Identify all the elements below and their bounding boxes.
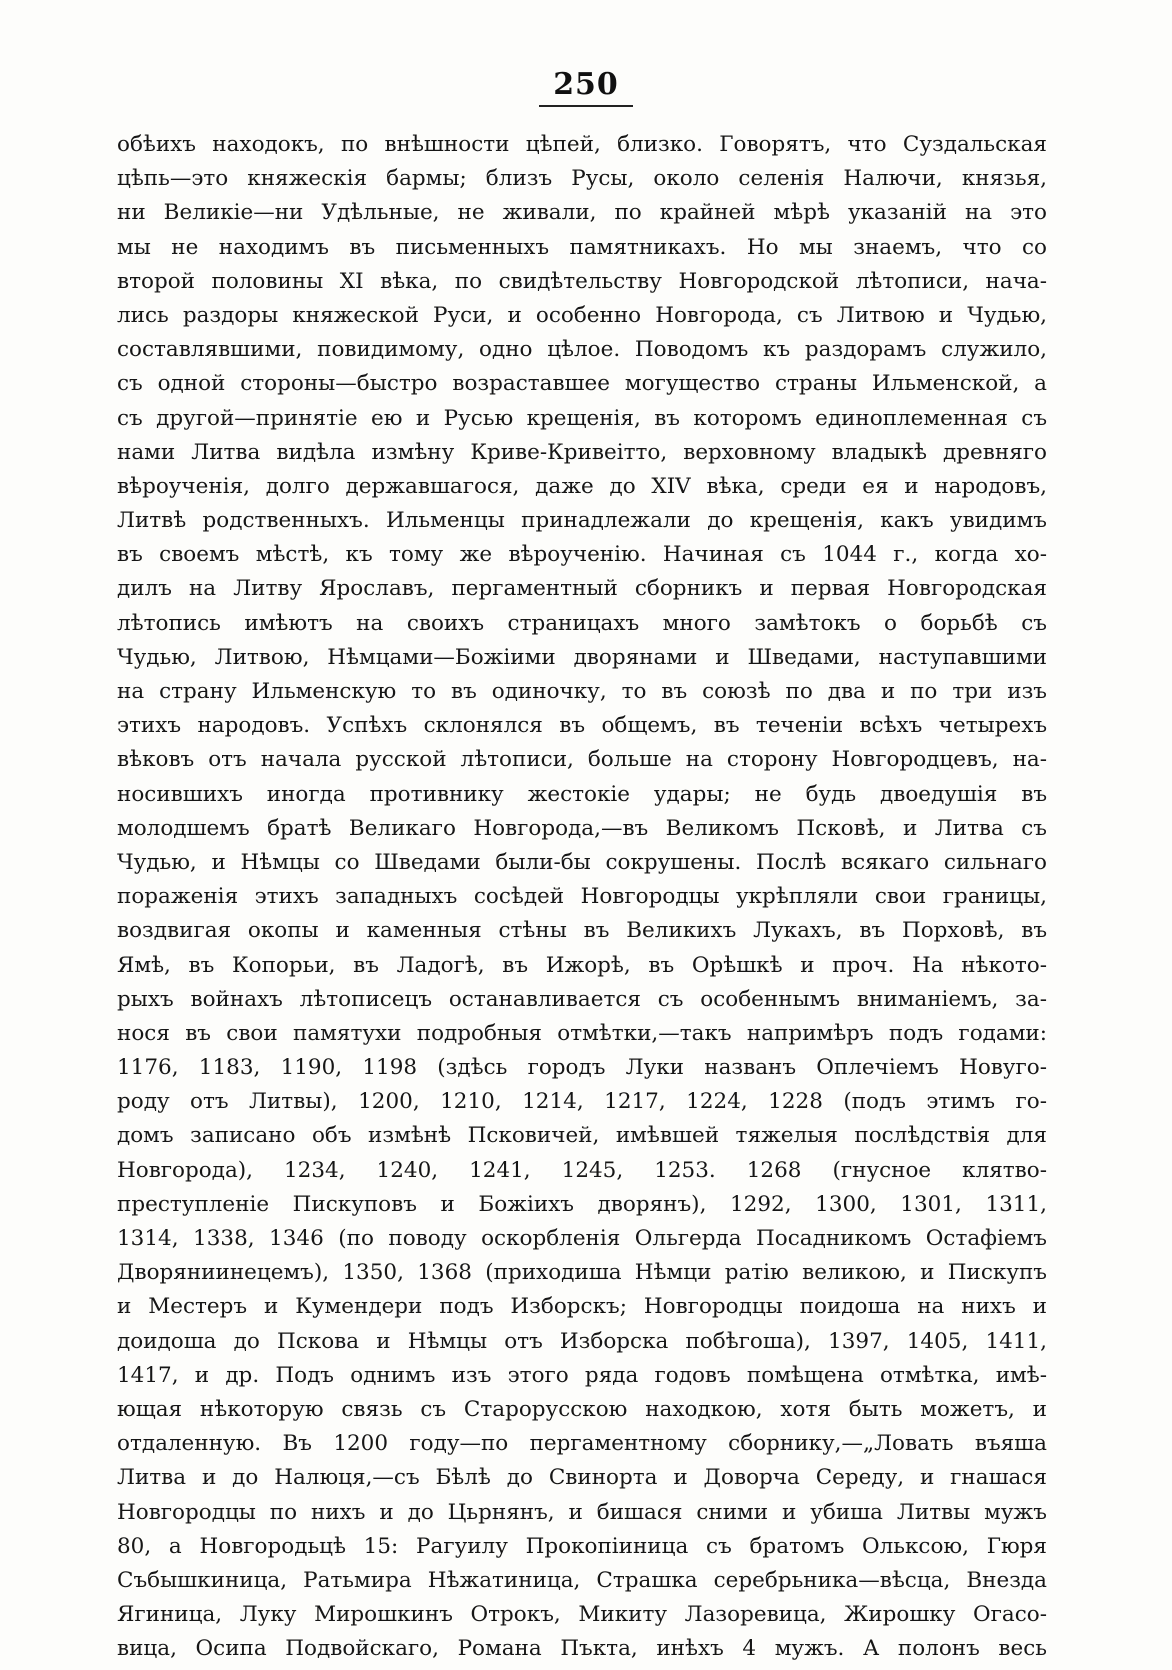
text-line: ни Великіе—ни Удѣльные, не живали, по крайней мѣрѣ указаній на это (117, 200, 1047, 226)
text-line: Новгородцы по нихъ и до Цьрнянъ, и бишася сними и убиша Литвы мужъ (117, 1499, 1047, 1525)
text-line: дилъ на Литву Ярославъ, пергаментный сборникъ и первая Новгородская (117, 576, 1047, 602)
text-line: преступленіе Пискуповъ и Божіихъ дворянъ), 1292, 1300, 1301, 1311, (117, 1191, 1047, 1217)
text-line: носившихъ иногда противнику жестокіе удары; не будь двоедушія въ (117, 781, 1047, 807)
text-line: ющая нѣкоторую связь съ Старорусскою находкою, хотя быть можетъ, и (117, 1396, 1047, 1422)
text-line: составлявшими, повидимому, одно цѣлое. Поводомъ къ раздорамъ служило, (117, 337, 1047, 363)
text-line: Събышкиница, Ратьмира Нѣжатиница, Страшка серебрьника—вѣсца, Внезда (117, 1567, 1047, 1593)
text-line: 1176, 1183, 1190, 1198 (здѣсь городъ Луки названъ Оплечіемъ Новуго- (117, 1055, 1047, 1081)
text-line: нами Литва видѣла измѣну Криве-Кривеітто, верховному владыкѣ древняго (117, 439, 1047, 465)
text-line: обѣихъ находокъ, по внѣшности цѣпей, близко. Говорятъ, что Суздальская (117, 132, 1047, 157)
text-line: пораженія этихъ западныхъ сосѣдей Новгородцы укрѣпляли свои границы, (117, 884, 1047, 910)
text-line: Новгорода), 1234, 1240, 1241, 1245, 1253. 1268 (гнусное клятво- (117, 1157, 1047, 1183)
text-line: роду отъ Литвы), 1200, 1210, 1214, 1217, 1224, 1228 (подъ этимъ го- (117, 1089, 1047, 1115)
text-line: и Местеръ и Кумендери подъ Изборскъ; Новгородцы поидоша на нихъ и (117, 1294, 1047, 1320)
text-line: домъ записано объ измѣнѣ Псковичей, имѣвшей тяжелыя послѣдствія для (117, 1123, 1047, 1149)
text-line: воздвигая окопы и каменныя стѣны въ Великихъ Лукахъ, въ Порховѣ, въ (117, 918, 1047, 944)
text-line: мы не находимъ въ письменныхъ памятникахъ. Но мы знаемъ, что со (117, 234, 1047, 260)
page-header (0, 68, 1172, 107)
text-line: 1417, и др. Подъ однимъ изъ этого ряда годовъ помѣщена отмѣтка, имѣ- (117, 1362, 1047, 1388)
text-line: вѣковъ отъ начала русской лѣтописи, больше на сторону Новгородцевъ, на- (117, 747, 1047, 773)
text-line: доидоша до Пскова и Нѣмцы отъ Изборска побѣгоша), 1397, 1405, 1411, (117, 1328, 1047, 1354)
text-line: Чудью, Литвою, Нѣмцами—Божіими дворянами и Шведами, наступавшими (117, 644, 1047, 670)
text-line: вица, Осипа Подвойскаго, Романа Пъкта, инѣхъ 4 мужъ. А полонъ весь (117, 1636, 1047, 1662)
text-line: съ другой—принятіе ею и Русью крещенія, въ которомъ единоплеменная съ (117, 405, 1047, 431)
body-text (117, 128, 1047, 1666)
text-line: Литвѣ родственныхъ. Ильменцы принадлежали до крещенія, какъ увидимъ (117, 508, 1047, 534)
text-line: вѣроученія, долго державшагося, даже до XIV вѣка, среди ея и народовъ, (117, 473, 1047, 499)
text-line: молодшемъ братѣ Великаго Новгорода,—въ Великомъ Псковѣ, и Литва съ (117, 815, 1047, 841)
text-line: лѣтопись имѣютъ на своихъ страницахъ много замѣтокъ о борьбѣ съ (117, 610, 1047, 636)
text-line: лись раздоры княжеской Руси, и особенно Новгорода, съ Литвою и Чудью, (117, 302, 1047, 328)
text-line: второй половины XI вѣка, по свидѣтельству Новгородской лѣтописи, нача- (117, 268, 1047, 294)
text-line: цѣпь—это княжескія бармы; близъ Русы, около селенія Налючи, князья, (117, 166, 1047, 192)
text-line: Чудью, и Нѣмцы со Шведами были-бы сокрушены. Послѣ всякаго сильнаго (117, 849, 1047, 875)
text-line: Ямѣ, въ Копорьи, въ Ладогѣ, въ Ижорѣ, въ Орѣшкѣ и проч. На нѣкото- (117, 952, 1047, 978)
text-line: нося въ свои памятухи подробныя отмѣтки,—такъ напримѣръ подъ годами: (117, 1020, 1047, 1046)
text-line: въ своемъ мѣстѣ, къ тому же вѣроученію. Начиная съ 1044 г., когда хо- (117, 542, 1047, 568)
text-line: Литва и до Налюця,—съ Бѣлѣ до Свинорта и Доворча Середу, и гнашася (117, 1465, 1047, 1491)
text-line: этихъ народовъ. Успѣхъ склонялся въ общемъ, въ теченіи всѣхъ четырехъ (117, 713, 1047, 739)
text-line: на страну Ильменскую то въ одиночку, то въ союзѣ по два и по три изъ (117, 679, 1047, 704)
page-number: 250 (539, 68, 633, 107)
text-line: Ягиница, Луку Мирошкинъ Отрокъ, Микиту Лазоревица, Жирошку Огасо- (117, 1602, 1047, 1628)
text-line: Дворяниинецемъ), 1350, 1368 (приходиша Нѣмци ратію великою, и Пискупъ (117, 1260, 1047, 1286)
text-line: съ одной стороны—быстро возраставшее могущество страны Ильменской, а (117, 371, 1047, 397)
text-line: рыхъ войнахъ лѣтописецъ останавливается съ особеннымъ вниманіемъ, за- (117, 986, 1047, 1012)
text-line: отдаленную. Въ 1200 году—по пергаментному сборнику,—„Ловать въяша (117, 1431, 1047, 1457)
text-line: 1314, 1338, 1346 (по поводу оскорбленія Ольгерда Посадникомъ Остафіемъ (117, 1226, 1047, 1251)
text-line: 80, а Новгородьцѣ 15: Рагуилу Прокопіиница съ братомъ Ольксою, Гюря (117, 1533, 1047, 1559)
